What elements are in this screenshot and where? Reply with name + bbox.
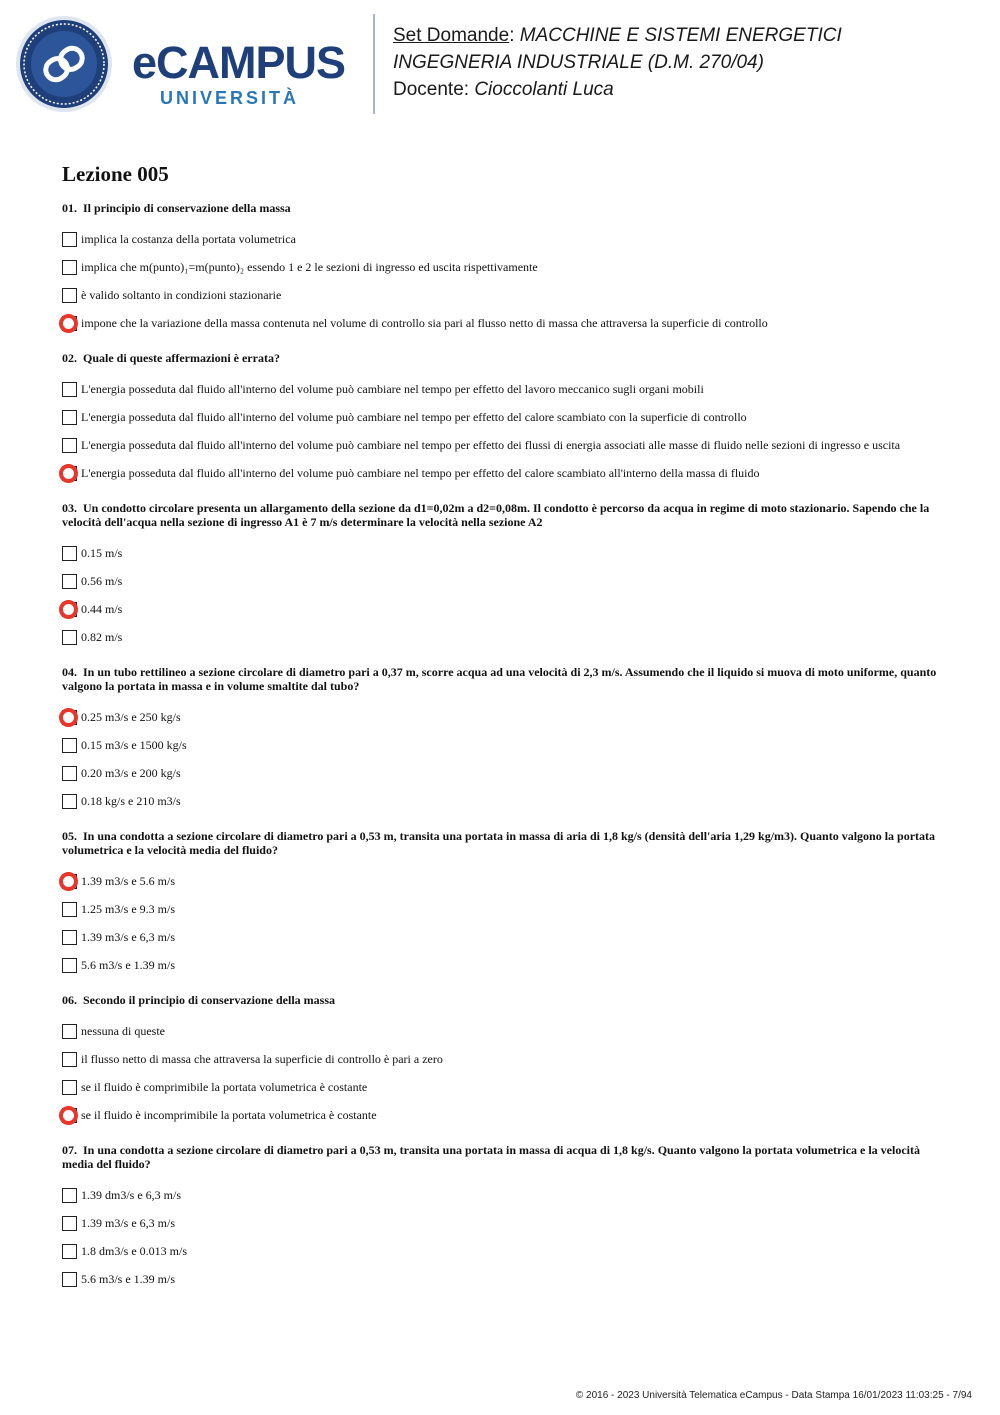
- checked-checkbox-icon[interactable]: [62, 874, 77, 889]
- question-number: 07.: [62, 1143, 77, 1157]
- answer-label: se il fluido è comprimibile la portata volumetrica è costante: [81, 1079, 368, 1094]
- checkbox-icon[interactable]: [62, 1052, 77, 1067]
- question-number: 05.: [62, 829, 77, 843]
- answer-option[interactable]: [62, 1073, 952, 1101]
- checkbox-icon[interactable]: [62, 1080, 77, 1095]
- answer-label: impone che la variazione della massa contenuta nel volume di controllo sia pari al flusso netto di massa che attraversa la superficie di controllo: [81, 315, 768, 330]
- question-06: [62, 993, 952, 1129]
- answer-option[interactable]: [62, 459, 952, 487]
- checked-checkbox-icon[interactable]: [62, 602, 77, 617]
- answer-label: se il fluido è incomprimibile la portata volumetrica è costante: [81, 1107, 377, 1122]
- answer-option[interactable]: [62, 431, 952, 459]
- header-divider: [373, 14, 375, 114]
- answer-option[interactable]: [62, 539, 952, 567]
- answer-option[interactable]: [62, 1265, 952, 1293]
- question-list: [62, 201, 952, 1293]
- answer-option[interactable]: [62, 567, 952, 595]
- question-text: [62, 501, 952, 529]
- question-text: [62, 1143, 952, 1171]
- answer-label: implica che m(punto)₁=m(punto)₂ essendo 1 e 2 le sezioni di ingresso ed uscita rispettivamente: [81, 259, 538, 274]
- answer-label: 5.6 m3/s e 1.39 m/s: [81, 957, 176, 972]
- answer-option[interactable]: [62, 309, 952, 337]
- checkbox-icon[interactable]: [62, 1244, 77, 1259]
- checkbox-icon[interactable]: [62, 546, 77, 561]
- page-header: [0, 0, 1000, 130]
- answer-label: 0.20 m3/s e 200 kg/s: [81, 765, 181, 780]
- question-01: [62, 201, 952, 337]
- course-degree: INGEGNERIA INDUSTRIALE (D.M. 270/04): [393, 52, 764, 73]
- answer-option[interactable]: [62, 1017, 952, 1045]
- answer-option[interactable]: [62, 225, 952, 253]
- checkbox-icon[interactable]: [62, 288, 77, 303]
- checkbox-icon[interactable]: [62, 1216, 77, 1231]
- checkbox-icon[interactable]: [62, 1272, 77, 1287]
- answer-option[interactable]: [62, 895, 952, 923]
- checkbox-icon[interactable]: [62, 930, 77, 945]
- question-number: 01.: [62, 201, 77, 215]
- answer-label: 0.56 m/s: [81, 573, 123, 588]
- checkbox-icon[interactable]: [62, 958, 77, 973]
- checkbox-icon[interactable]: [62, 902, 77, 917]
- checkbox-icon[interactable]: [62, 1188, 77, 1203]
- answer-label: implica la costanza della portata volumetrica: [81, 231, 296, 246]
- lesson-title: Lezione 005: [62, 162, 169, 186]
- answer-option[interactable]: [62, 787, 952, 815]
- question-07: [62, 1143, 952, 1293]
- checked-checkbox-icon[interactable]: [62, 710, 77, 725]
- answer-label: 0.25 m3/s e 250 kg/s: [81, 709, 181, 724]
- question-text: [62, 665, 952, 693]
- checked-checkbox-icon[interactable]: [62, 316, 77, 331]
- checkbox-icon[interactable]: [62, 232, 77, 247]
- answer-label: è valido soltanto in condizioni stazionarie: [81, 287, 282, 302]
- question-label: Secondo il principio di conservazione della massa: [83, 993, 336, 1007]
- answer-label: 0.44 m/s: [81, 601, 123, 616]
- checkbox-icon[interactable]: [62, 766, 77, 781]
- question-number: 03.: [62, 501, 77, 515]
- checkbox-icon[interactable]: [62, 1024, 77, 1039]
- answer-label: 0.82 m/s: [81, 629, 123, 644]
- questions-content: [62, 162, 952, 1307]
- checkbox-icon[interactable]: [62, 410, 77, 425]
- question-label: In una condotta a sezione circolare di diametro pari a 0,53 m, transita una portata in massa di acqua di 1,8 kg/s. Quanto valgono la portata volumetrica e la velocità media del fluido?: [62, 1143, 920, 1171]
- question-text: [62, 993, 952, 1007]
- answer-label: 0.18 kg/s e 210 m3/s: [81, 793, 181, 808]
- checkbox-icon[interactable]: [62, 794, 77, 809]
- question-04: [62, 665, 952, 815]
- set-label: Set Domande: [393, 25, 510, 46]
- question-number: 06.: [62, 993, 77, 1007]
- teacher-label: Docente:: [393, 79, 475, 100]
- answer-option[interactable]: [62, 731, 952, 759]
- answer-option[interactable]: [62, 403, 952, 431]
- answer-label: L'energia posseduta dal fluido all'interno del volume può cambiare nel tempo per effetto del lavoro meccanico sugli organi mobili: [81, 381, 704, 396]
- answer-label: L'energia posseduta dal fluido all'interno del volume può cambiare nel tempo per effetto del calore scambiato con la superficie di controllo: [81, 409, 747, 424]
- answer-label: 1.39 dm3/s e 6,3 m/s: [81, 1187, 182, 1202]
- answer-label: 1.8 dm3/s e 0.013 m/s: [81, 1243, 188, 1258]
- answer-label: 1.25 m3/s e 9.3 m/s: [81, 901, 176, 916]
- checkbox-icon[interactable]: [62, 738, 77, 753]
- answer-label: 1.39 m3/s e 6,3 m/s: [81, 929, 176, 944]
- answer-option[interactable]: [62, 703, 952, 731]
- answer-label: L'energia posseduta dal fluido all'interno del volume può cambiare nel tempo per effetto del calore scambiato all'interno della massa di fluido: [81, 465, 760, 480]
- answer-label: 1.39 m3/s e 6,3 m/s: [81, 1215, 176, 1230]
- answer-option[interactable]: [62, 1045, 952, 1073]
- checkbox-icon[interactable]: [62, 260, 77, 275]
- question-label: Quale di queste affermazioni è errata?: [83, 351, 280, 365]
- question-number: 02.: [62, 351, 77, 365]
- question-02: [62, 351, 952, 487]
- answer-option[interactable]: [62, 253, 952, 281]
- answer-option[interactable]: [62, 623, 952, 651]
- answer-option[interactable]: [62, 375, 952, 403]
- checkbox-icon[interactable]: [62, 438, 77, 453]
- checked-checkbox-icon[interactable]: [62, 466, 77, 481]
- question-03: [62, 501, 952, 651]
- answer-label: 0.15 m3/s e 1500 kg/s: [81, 737, 187, 752]
- question-number: 04.: [62, 665, 77, 679]
- question-text: [62, 829, 952, 857]
- answer-option[interactable]: [62, 759, 952, 787]
- answer-label: 0.15 m/s: [81, 545, 123, 560]
- answer-option[interactable]: [62, 1101, 952, 1129]
- answer-label: nessuna di queste: [81, 1023, 165, 1038]
- question-label: Un condotto circolare presenta un allargamento della sezione da d1=0,02m a d2=0,08m. Il condotto è percorso da acqua in regime di moto stazionario. Sapendo che la velocità dell'acqua nella sezione di ingresso A1 è 7 m/s determinare la velocità nella sezione A2: [62, 501, 930, 529]
- teacher-name: Cioccolanti Luca: [474, 79, 614, 100]
- question-label: In una condotta a sezione circolare di diametro pari a 0,53 m, transita una portata in massa di aria di 1,8 kg/s (densità dell'aria 1,29 kg/m3). Quanto valgono la portata volumetrica e la velocità media del fluido?: [62, 829, 936, 857]
- answer-label: L'energia posseduta dal fluido all'interno del volume può cambiare nel tempo per effetto dei flussi di energia associati alle masse di fluido nelle sezioni di ingresso e uscita: [81, 437, 901, 452]
- logo-subtitle: UNIVERSITÀ: [160, 88, 300, 108]
- answer-label: 1.39 m3/s e 5.6 m/s: [81, 873, 176, 888]
- question-text: [62, 201, 952, 215]
- answer-option[interactable]: [62, 923, 952, 951]
- question-text: [62, 351, 952, 365]
- checkbox-icon[interactable]: [62, 382, 77, 397]
- answer-label: 5.6 m3/s e 1.39 m/s: [81, 1271, 176, 1286]
- checked-checkbox-icon[interactable]: [62, 1108, 77, 1123]
- answer-option[interactable]: [62, 1237, 952, 1265]
- course-name: MACCHINE E SISTEMI ENERGETICI: [519, 25, 842, 46]
- checkbox-icon[interactable]: [62, 630, 77, 645]
- answer-option[interactable]: [62, 595, 952, 623]
- answer-option[interactable]: [62, 1209, 952, 1237]
- question-label: Il principio di conservazione della massa: [83, 201, 291, 215]
- question-label: In un tubo rettilineo a sezione circolare di diametro pari a 0,37 m, scorre acqua ad una velocità di 2,3 m/s. Assumendo che il liquido si muova di moto uniforme, quanto valgono la portata in massa e in volume smaltite dal tubo?: [62, 665, 937, 693]
- ecampus-seal-logo: [14, 14, 114, 114]
- answer-option[interactable]: [62, 867, 952, 895]
- answer-label: il flusso netto di massa che attraversa la superficie di controllo è pari a zero: [81, 1051, 443, 1066]
- answer-option[interactable]: [62, 1181, 952, 1209]
- checkbox-icon[interactable]: [62, 574, 77, 589]
- course-info: Set Domande: MACCHINE E SISTEMI ENERGETICI INGEGNERIA INDUSTRIALE (D.M. 270/04) Docente: Cioccolanti Luca: [393, 25, 842, 100]
- logo-wordmark: eCAMPUS: [132, 37, 346, 88]
- page-footer: © 2016 - 2023 Università Telematica eCampus - Data Stampa 16/01/2023 11:03:25 - 7/94: [575, 1390, 972, 1401]
- answer-option[interactable]: [62, 281, 952, 309]
- answer-option[interactable]: [62, 951, 952, 979]
- question-05: [62, 829, 952, 979]
